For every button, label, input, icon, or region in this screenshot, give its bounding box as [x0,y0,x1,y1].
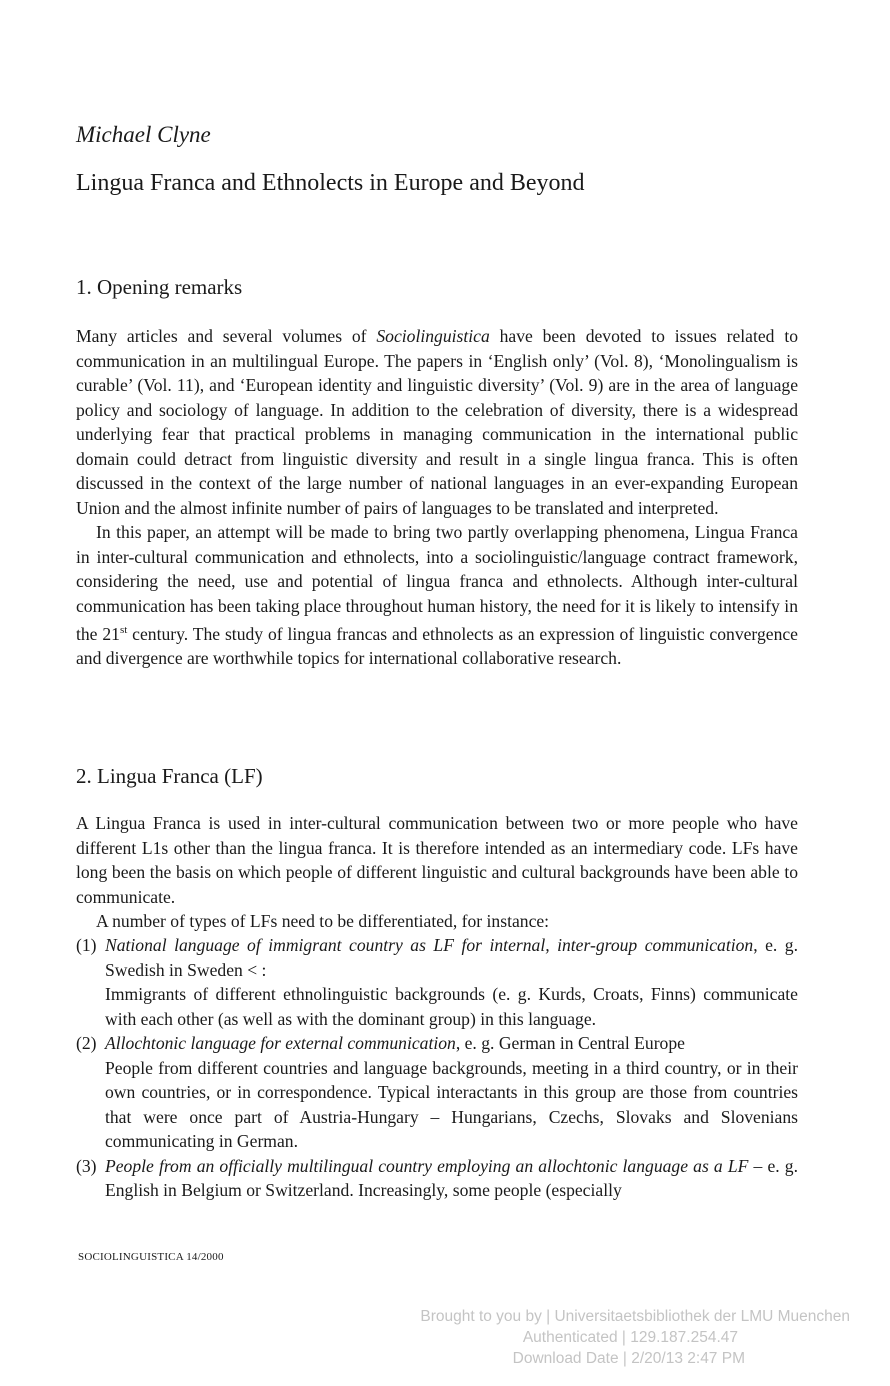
paragraph-text: have been devoted to issues related to communication in an multilingual Europe. The papers in ‘English only’ (Vol. 8), ‘Monolingualism is curable’ (Vol. 11), and ‘European identity and linguistic diversity’ (Vol. 9) are in the area of language policy and sociology of language. In addition to the celebration of diversity, there is a widespread underlying fear that practical problems in managing communication in the international public domain could detract from linguistic diversity and result in a single lingua franca. This is often discussed in the context of the large number of national languages in an ever-expanding European Union and the almost infinite number of pairs of languages to be translated and interpreted. [76,326,798,518]
list-item-text [105,933,798,982]
paragraph [76,520,798,671]
section-lingua-franca-body [76,811,798,934]
paragraph-text: Many articles and several volumes of [76,326,377,346]
list-item-rest: , e. g. German in Central Europe [455,1033,685,1053]
journal-name: Sociolinguistica [376,326,490,346]
list-item-text [105,1031,798,1056]
superscript: st [119,624,128,636]
list-item-rest: , e. g. Swedish in Sweden < : [105,935,798,980]
list-number: (1) [76,935,97,955]
list-item [76,1031,798,1154]
paragraph-text: In this paper, an attempt will be made to bring two partly overlapping phenomena, Lingua Franca in inter-cultural communication and ethnolects, into a sociolinguistic/language contract framework, considering the need, use and potential of lingua franca and ethnolects. Although inter-cultural communication has been taking place throughout human history, the need for it is likely to intensify in the 21 [76,522,798,644]
list-item [76,933,798,1031]
paragraph-text: century. The study of lingua francas and ethnolects as an expression of linguistic convergence and divergence are worthwhile topics for international collaborative research. [76,623,798,669]
paragraph: A number of types of LFs need to be differentiated, for instance: [96,911,550,931]
list-item-rest: – e. g. English in Belgium or Switzerland. Increasingly, some people (especially [105,1155,798,1200]
download-watermark [330,1306,850,1369]
watermark-line: Download Date | 2/20/13 2:47 PM [512,1350,745,1367]
list-item-lead: People from an officially multilingual country employing an allochtonic language as a LF [105,1155,749,1176]
list-item-detail: People from different countries and language backgrounds, meeting in a third country, or in their own countries, or in correspondence. Typical interactants in this group are those from countries that were once part of Austria-Hungary – Hungarians, Czechs, Slovaks and Slovenians communicating in German. [105,1057,798,1151]
list-item-lead: Allochtonic language for external communication [105,1033,456,1053]
list-number: (3) [76,1155,97,1176]
article-title: Lingua Franca and Ethnolects in Europe and Beyond [76,170,585,196]
author-name: Michael Clyne [76,122,211,147]
section-heading-lingua-franca: 2. Lingua Franca (LF) [76,764,263,788]
section-heading-opening-remarks: 1. Opening remarks [76,275,243,299]
list-item-text [105,1154,798,1203]
lf-types-list [76,933,798,1203]
list-number: (2) [76,1033,97,1053]
paragraph [76,324,798,520]
section-opening-remarks-body [76,324,798,671]
paragraph: A Lingua Franca is used in inter-cultural communication between two or more people who have different L1s other than the lingua franca. It is therefore intended as an intermediary code. LFs have long been the basis on which people of different linguistic and cultural backgrounds have been able to communicate. [76,813,798,907]
journal-footer: SOCIOLINGUISTICA 14/2000 [78,1251,224,1263]
list-item-lead: National language of immigrant country as LF for internal, inter-group communication [105,935,754,955]
watermark-line: Brought to you by | Universitaetsbibliothek der LMU Muenchen [420,1308,850,1325]
list-item [76,1154,798,1203]
watermark-line: Authenticated | 129.187.254.47 [522,1329,738,1346]
list-item-detail: Immigrants of different ethnolinguistic backgrounds (e. g. Kurds, Croats, Finns) communicate with each other (as well as with the dominant group) in this language. [105,984,798,1029]
